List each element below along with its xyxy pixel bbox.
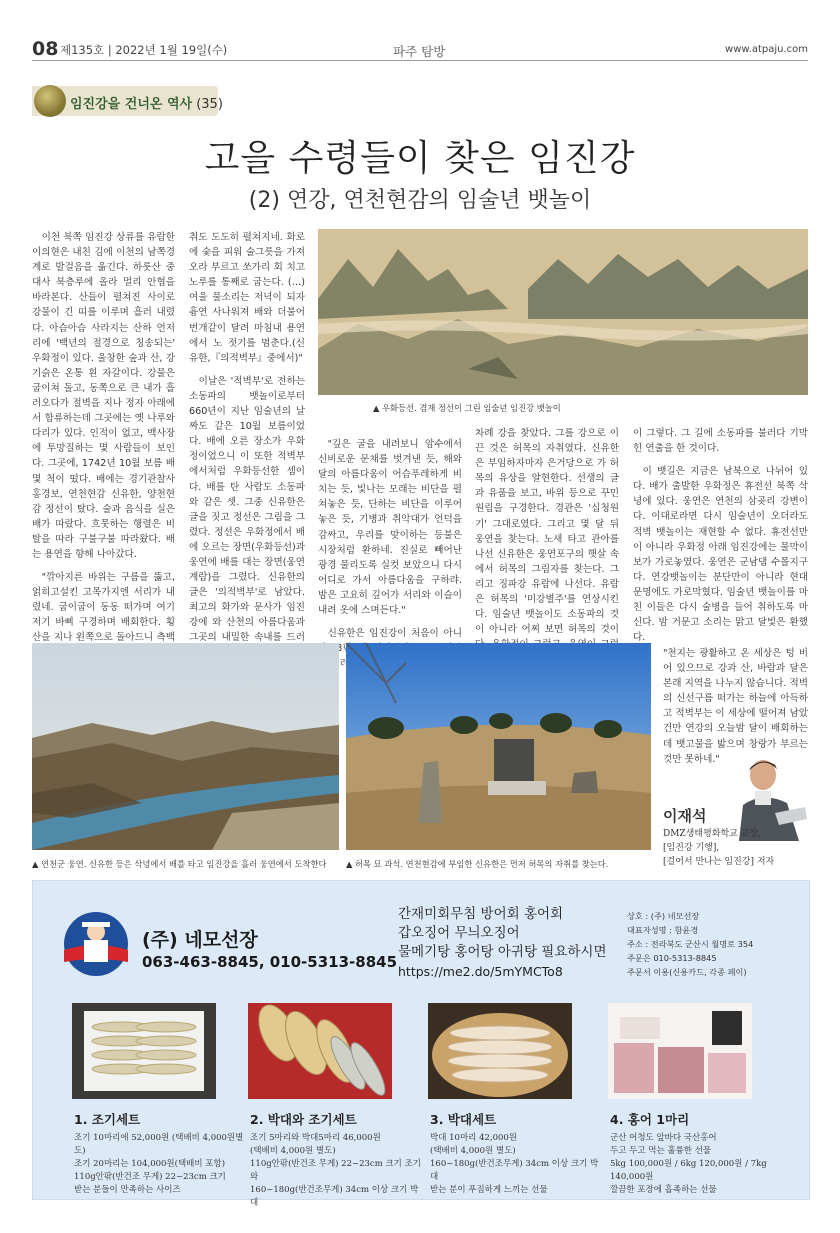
ad-info-line: 주문서 이용(신용카드, 각종 페이) xyxy=(627,967,747,977)
ad-menu-line: 간재미회무침 방어회 홍어회 xyxy=(398,906,564,922)
desc-line: 조기 10마리에 52,000원 (택배비 4,000원별도) xyxy=(74,1133,244,1156)
desc-line: 받는 분들이 만족하는 사이즈 xyxy=(74,1185,181,1195)
product-desc-3 xyxy=(430,1132,605,1197)
desc-line: (택배비 4,000원 별도) xyxy=(250,1146,336,1156)
author-bio-line: [걸어서 만나는 임진강] 저자 xyxy=(663,857,775,867)
paragraph: 이날은 '적벽부'로 전하는 소동파의 뱃놀이로부터 660년이 지난 임술년의 날짜도 같은 10월 보름이었다. 배에 오른 장소가 우화정이었으니 이 또한 적벽부에서처럼 우화등선한 셈이다. 배를 탄 사람도 소동파와 같은 셋. 그중 신유한은 글을 짓고 정선은 그림을 그렸다. 정선은 우화정에서 배에 오르는 장면(우화등선)과 웅연에 배를 대는 장면(웅연계람)을 그렸다. 신유한의 글은 '의적벽부'로 남았다. 최고의 화가와 문사가 임진강에 와 산천의 아름다움과 그곳의 내밀한 속내를 드러 xyxy=(189,375,305,644)
desc-line: 받는 분이 푸짐하게 느끼는 선물 xyxy=(430,1185,548,1195)
river-photo xyxy=(32,643,339,850)
desc-line: 160~180g(반건조무게) 34cm 이상 크기 박대 xyxy=(430,1159,599,1182)
product-image-1 xyxy=(72,1003,216,1099)
product-desc-4 xyxy=(610,1132,800,1197)
article-title: 고을 수령들이 찾은 임진강 xyxy=(204,138,636,179)
paragraph: 이천 북쪽 임진강 상류를 유람한 이의현은 내친 김에 이천의 남쪽경계로 발걸음을 옮긴다. 하룻산 중대사 북층루에 올라 멀리 안협을 바라본다. 산들이 펼쳐진 사이로 강물이 긴 띠를 이루며 흘러 내렸다. 아슴아슴 사라지는 산하 언저리에 '백년의 절경으로 칭송되는' 우화정이 있다. 울창한 숲과 산, 강기슭은 온통 흰 자갈이다. 강물은 굽이쳐 돌고, 동쪽으로 큰 내가 흘러오다가 절벽을 지나 정자 아래에서 합류하는데 그곳에는 옛 나루와 다리가 있다. 인적이 없고, 백사장에 투망질하는 몇 사람들이 보인다. 그곳에, 1742년 10월 보름 배 몇 척이 떴다. 배에는 경기관찰사 홍경보, 연천현감 신유한, 양천현감 정선이 탔다. 술과 음식을 실은 배가 따랐다. 흐뭇하는 행렬은 비탈을 따라 구불구불 따라왔다. 배는 용연을 향해 나아갔다. xyxy=(32,232,175,560)
ad-info-line: 주문은 010-5313-8845 xyxy=(627,953,717,963)
ad-info-line: 상호 : (주) 네모선장 xyxy=(627,911,700,921)
paragraph: 신유한은 임진강이 처음이 아니 3년 여러 xyxy=(327,628,462,670)
paragraph: 취도 도도히 펼쳐지네. 화로에 숯을 피워 술그릇을 가져오라 부르고 쏘가리 회 치고 노루를 통째로 굽는다. (…) 여울 물소리는 저녁이 되자 흉연 사나워져 배와 더불어 번개같이 달려 마침내 용연에서 노 젓기를 멈춘다.(신유한,『의적벽부』중에서)" xyxy=(189,232,305,364)
page-number: 08 xyxy=(32,38,59,60)
desc-line: (택배비 4,000원 별도) xyxy=(430,1146,516,1156)
river-caption: ▲ 연천군 웅연. 신유한 등은 삭녕에서 배를 타고 임진강을 흘러 웅연에서 도착한다 xyxy=(32,859,327,869)
ad-company: (주) 네모선장 xyxy=(142,929,258,951)
issue-info: 제135호 | 2022년 1월 19일(수) xyxy=(60,43,228,57)
desc-line: 조기 20마리는 104,000원(택배비 포함) xyxy=(74,1159,226,1169)
product-image-3 xyxy=(428,1003,572,1099)
paragraph: 이 뱃길은 지금은 남북으로 나뉘어 있다. 배가 출발한 우화정은 휴전선 북쪽 삭녕에 있다. 웅연은 연천의 삼곶리 강변이다. 이대로라면 다시 임술년이 오더라도 적벽 뱃놀이는 재현할 수 없다. 휴전선만이 아니라 우화정 아래 임진강에는 물막이 보가 가로놓였다. 웅연은 군남댐 수몰지구다. 연강뱃놀이는 분단만이 아니라 현대 문명에도 가로막혔다. 임술년 뱃놀이를 마친 이들은 다시 술병을 들어 취하도록 마신다. 밤 거문고 소리는 맑고 달빛은 환했다. xyxy=(633,466,808,644)
paragraph: "깎아지른 바위는 구름을 뚫고, 얽히고설킨 고목가지엔 서리가 내렸네. 굽이굽이 동동 떠가며 여기저기 바삐 구경하며 배회한다. 횡산을 지나 왼쪽으로 돌아드니 측백 xyxy=(32,572,175,644)
ad-link[interactable]: https://me2.do/5mYMCTo8 xyxy=(398,964,563,979)
quote-text: "천지는 광활하고 온 세상은 텅 비어 있으므로 강과 산, 바람과 달은 본래 지역을 나누지 않습니다. 적벽의 신선구름 떠가는 하늘에 아득하고 적벽부는 이 세상에 떨어져 남았건만 연강의 오늘밤 달이 배회하는데 뱃고물을 밟으며 창랑가 부르는 것만 못하네." xyxy=(663,648,808,765)
product-title-4: 4. 홍어 1마리 xyxy=(610,1112,690,1127)
desc-line: 깔끔한 포장에 흡족하는 선물 xyxy=(610,1185,717,1195)
section-name: 파주 탐방 xyxy=(393,44,446,59)
product-title-1: 1. 조기세트 xyxy=(74,1112,141,1127)
paragraph: "깊은 굴을 내려보니 암수에서 신비로운 문채를 벗겨낸 듯, 해와 달의 아름다움이 어슴푸레하게 비치는 듯, 빛나는 모래는 비단을 펼쳐놓은 듯, 단하는 비단을 이루어 놓은 듯, 기병과 취악대가 언덕을 감싸고, 우리를 맞이하는 등불은 시장처럼 환하네. 진실로 빼어난 광경 물리도록 실컷 보았으니 다시 어디로 가서 아름다움을 구하랴. 밤은 고요히 깊어가 서리와 이슬이 내려 옷에 스며든다." xyxy=(318,439,462,617)
paragraph: 이 그렇다. 그 길에 소동파를 불러다 기막힌 연출을 한 것이다. xyxy=(633,428,808,455)
tomb-caption: ▲ 허목 묘 과석. 연천현감에 부임한 신유한은 먼저 허목의 자취를 찾는다. xyxy=(346,859,609,869)
ad-menu-line: 갑오징어 무늬오징어 xyxy=(398,925,520,941)
desc-line: 군산 어청도 앞바다 국산홍어 xyxy=(610,1133,717,1143)
ad-info-line: 대표자성명 : 함윤경 xyxy=(627,925,699,935)
article-column-2 xyxy=(189,230,305,644)
ad-menu-line: 물메기탕 홍어탕 아귀탕 필요하시면 xyxy=(398,944,607,960)
desc-line: 110g안팎(반건조 무게) 22~23cm 크기 조기와 xyxy=(250,1159,422,1182)
ad-phones[interactable]: 063-463-8845, 010-5313-8845 xyxy=(142,953,397,971)
painting-caption: ▲ 우화등선. 겸재 정선이 그린 임술년 임진강 뱃놀이 xyxy=(373,403,561,413)
author-bio-line: DMZ생태평화학교 교장, xyxy=(663,829,761,839)
author-name: 이재석 xyxy=(663,807,707,825)
product-title-2: 2. 박대와 조기세트 xyxy=(250,1112,357,1127)
product-title-3: 3. 박대세트 xyxy=(430,1112,497,1127)
series-name: 임진강을 건너온 역사 xyxy=(70,97,193,112)
desc-line: 조기 5마리와 박대5마리 46,000원 xyxy=(250,1133,381,1143)
author-bio-line: [임진강 기행], xyxy=(663,843,720,853)
painting-photo xyxy=(318,229,808,395)
site-url[interactable]: www.atpaju.com xyxy=(725,44,808,55)
desc-line: 160~180g(반건조무게) 34cm 이상 크기 박대 xyxy=(250,1185,419,1208)
tomb-photo xyxy=(346,643,651,850)
series-logo-icon xyxy=(34,85,66,117)
ad-menu xyxy=(398,905,607,981)
desc-line: 110g안팎(반건조 무게) 22~23cm 크기 xyxy=(74,1172,226,1182)
series-number: (35) xyxy=(196,97,223,112)
author-bio xyxy=(663,827,774,869)
product-image-2 xyxy=(248,1003,392,1099)
desc-line: 박대 10마리 42,000원 xyxy=(430,1133,518,1143)
ad-info xyxy=(627,909,753,979)
product-image-4 xyxy=(608,1003,752,1099)
article-column-5 xyxy=(633,426,808,644)
header-divider xyxy=(32,60,808,61)
article-column-1 xyxy=(32,230,175,644)
quote-block xyxy=(663,646,808,764)
desc-line: 5kg 100,000원 / 6kg 120,000원 / 7kg 140,000원 xyxy=(610,1159,767,1182)
paragraph: 차례 강을 찾았다. 그를 강으로 이끈 것은 허목의 자취였다. 신유한은 부임하자마자 은거당으로 가 허목의 유상을 알현한다. 선생의 글과 유품을 보고, 바위 등으로 꾸민 원림을 구경한다. 경관은 '십청원기' 그대로였다. 그리고 몇 달 뒤 웅연을 찾는다. 노새 타고 관아를 나선 신유한은 웅연포구의 햇살 속에서 허목의 그림자를 찾는다. 그리고 징파강 유람에 나선다. 유람은 허목의 '미강별주'를 연상시킨다. 임술년 뱃놀이도 소동파의 것이 아니라 어찌 보면 허목의 것이 xyxy=(475,428,619,636)
desc-line: 두고 두고 먹는 훌륭한 선물 xyxy=(610,1146,712,1156)
article-subtitle: (2) 연강, 연천현감의 임술년 뱃놀이 xyxy=(248,188,592,213)
article-column-4 xyxy=(475,426,619,635)
ad-logo-icon xyxy=(62,910,130,978)
product-desc-1 xyxy=(74,1132,249,1197)
ad-info-line: 주소 : 전라북도 군산시 월명로 354 xyxy=(627,939,754,949)
product-desc-2 xyxy=(250,1132,425,1210)
article-column-3 xyxy=(318,437,462,670)
series-label xyxy=(70,93,223,112)
